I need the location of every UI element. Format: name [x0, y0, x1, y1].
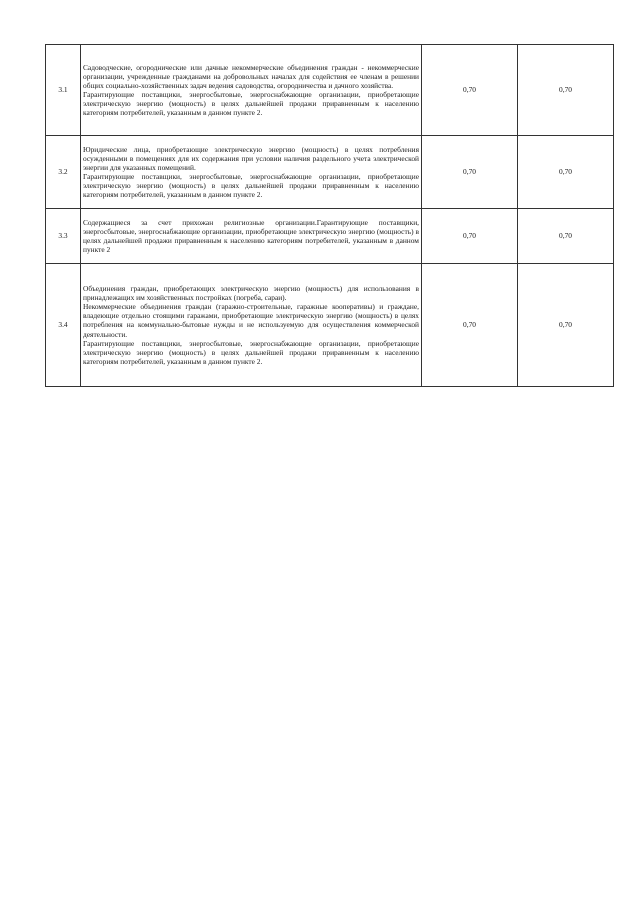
row-number: 3.3 [46, 209, 81, 264]
description-paragraph: Содержащиеся за счет прихожан религиозные организации.Гарантирующие поставщики, энергосбытовые, энергоснабжающие организации, приобретающие электрическую энергию (мощность) в целях дальнейшей продажи приравненным к населению категориям потребителей, указанным в данном пункте 2 [83, 217, 419, 255]
description-paragraph: Некоммерческие объединения граждан (гаражно-строительные, гаражные кооперативы) и граждане, владеющие отдельно стоящими гаражами, приобретающие электрическую энергию (мощность) в целях потребления на коммунально-бытовые нужды и не используемую для осуществления коммерческой деятельности. [83, 302, 419, 339]
table-row [46, 45, 614, 136]
description-paragraph: Гарантирующие поставщики, энергосбытовые, энергоснабжающие организации, приобретающие электрическую энергию (мощность) в целях дальнейшей продажи приравненным к населению категориям потребителей, указанным в данном пункте 2. [83, 90, 419, 118]
row-number: 3.2 [46, 136, 81, 209]
value-cell-2: 0,70 [518, 264, 614, 387]
value-cell-1: 0,70 [422, 136, 518, 209]
description-paragraph: Садоводческие, огороднические или дачные некоммерческие объединения граждан - некоммерческие организации, учрежденные гражданами на добровольных началах для содействия ее членам в решении общих социально-хозяйственных задач ведения садоводства, огородничества и дачного хозяйства. [83, 62, 419, 90]
row-description [81, 209, 422, 264]
table-row [46, 209, 614, 264]
row-description [81, 45, 422, 136]
description-paragraph: Гарантирующие поставщики, энергосбытовые, энергоснабжающие организации, приобретающие электрическую энергию (мощность) в целях дальнейшей продажи приравненным к населению категориям потребителей, указанным в данном пункте 2. [83, 172, 419, 200]
value-cell-1: 0,70 [422, 209, 518, 264]
description-paragraph: Гарантирующие поставщики, энергосбытовые, энергоснабжающие организации, приобретающие электрическую энергию (мощность) в целях дальнейшей продажи приравненным к населению категориям потребителей, указанным в данном пункте 2. [83, 338, 419, 366]
tariff-table [45, 44, 614, 387]
row-number: 3.4 [46, 264, 81, 387]
value-cell-2: 0,70 [518, 209, 614, 264]
description-paragraph: Юридические лица, приобретающие электрическую энергию (мощность) в целях потребления осужденными в помещениях для их содержания при условии наличия раздельного учета электрической энергии для указанных помещений. [83, 144, 419, 172]
table-row [46, 136, 614, 209]
description-paragraph: Объединения граждан, приобретающих электрическую энергию (мощность) для использования в принадлежащих им хозяйственных постройках (погреба, сараи). [83, 284, 419, 303]
table-row [46, 264, 614, 387]
value-cell-2: 0,70 [518, 45, 614, 136]
value-cell-1: 0,70 [422, 264, 518, 387]
value-cell-2: 0,70 [518, 136, 614, 209]
row-description [81, 264, 422, 387]
row-number: 3.1 [46, 45, 81, 136]
row-description [81, 136, 422, 209]
value-cell-1: 0,70 [422, 45, 518, 136]
